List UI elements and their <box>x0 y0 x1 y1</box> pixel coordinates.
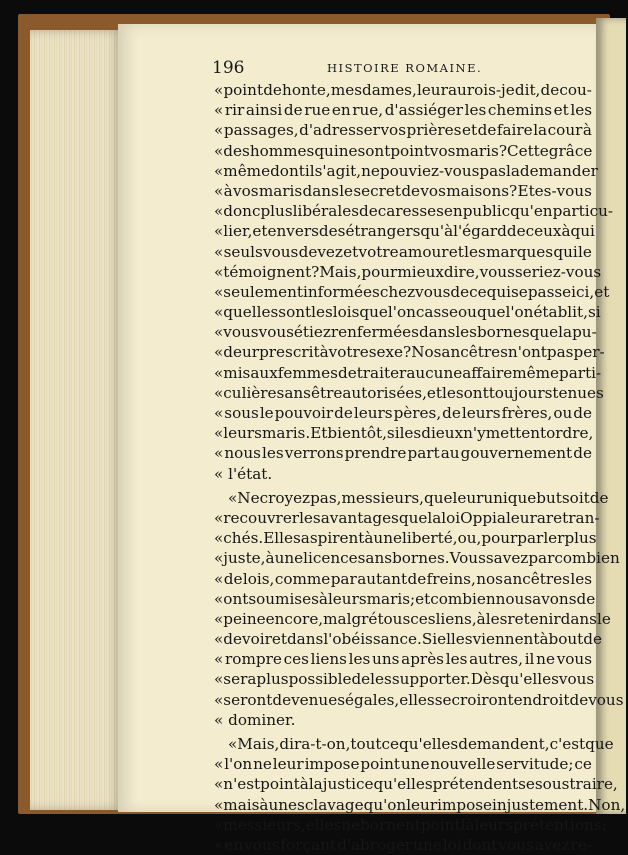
text-line: « n'est point à la justice qu'elles prétendent se soustraire, <box>214 775 618 794</box>
text-line: « deur prescrit à votre sexe? Nos ancêtres n'ont pas per- <box>214 343 605 362</box>
text-line: « nous les verrons prendre part au gouvernement de <box>214 444 592 463</box>
text-line: « en vous forçant d'abroger une loi dont vous avez re- <box>214 835 592 854</box>
text-line: « témoignent? Mais, pour mieux dire, vous seriez-vous <box>214 262 602 281</box>
text-line: « à vos maris dans le secret de vos maisons? Etes-vous <box>214 181 592 200</box>
page-number: 196 <box>212 58 245 78</box>
text-line: « Ne croyez pas, messieurs, que leur unique but soit de <box>228 488 609 507</box>
text-line: « ont soumises à leurs maris; et combien nous avons de <box>214 589 596 608</box>
text-line: « rir ainsi de rue en rue, d'assiéger les chemins et les <box>214 101 592 120</box>
text-line: « culière sans être autorisées, et les ont toujours tenues <box>214 383 604 402</box>
page-header <box>212 58 600 80</box>
text-line: « passages, d'adresser vos prières et de faire la cour à <box>214 121 592 140</box>
text-line: « de lois, comme par autant de freins, nos ancêtres les <box>214 569 592 588</box>
text-line: « vous vous étiez renfermées dans les bornes que la pu- <box>214 323 597 342</box>
text-line: « peine encore, malgré tous ces liens, à les retenir dans le <box>214 609 611 628</box>
text-line: « donc plus libérales de caresses en public qu'en particu- <box>214 202 614 221</box>
page-edges <box>30 30 122 810</box>
text-line: « leurs maris. Et bientôt, si les dieux n'y mettent ordre, <box>214 424 594 443</box>
body-text <box>214 80 626 855</box>
text-line: « rompre ces liens les uns après les autres, il ne vous <box>214 650 592 669</box>
text-line: « lier, et envers des étrangers qu'à l'égard de ceux à qui <box>214 222 595 241</box>
text-line: « point de honte, mesdames, leur aurois-je dit, de cou- <box>214 81 592 99</box>
text-line: « sera plus possible de les supporter. Dès qu'elles vous <box>214 670 595 689</box>
text-line: « seulement informées chez vous de ce qui se passe ici, et <box>214 282 610 301</box>
text-line: « mais à un esclavage qu'on leur impose injustement. Non, <box>214 795 626 814</box>
text-line: « devoir et dans l'obéissance. Si elles viennent à bout de <box>214 630 602 649</box>
text-line: « seuls vous devez et votre amour et les marques qui le <box>214 242 592 261</box>
text-line: « Mais, dira-t-on, tout ce qu'elles demandent, c'est que <box>228 735 614 753</box>
text-line: « l'on ne leur impose point une nouvelle servitude; ce <box>214 755 592 774</box>
running-title: HISTOIRE ROMAINE. <box>327 61 483 75</box>
text-line: « juste, à une licence sans bornes. Vous savez par combien <box>214 549 620 568</box>
text-line: « même dont il s'agit, ne pouviez-vous pas la demander <box>214 161 598 180</box>
text-line: « sous le pouvoir de leurs pères, de leurs frères, ou de <box>214 404 592 422</box>
text-line: « recouvrer les avantages que la loi Oppia leur a retran- <box>214 508 600 527</box>
text-line: « seront devenues égales, elles se croiront en droit de vous <box>214 690 624 709</box>
text-line: « l'état. <box>214 464 273 483</box>
text-line: « dominer. <box>214 710 296 729</box>
text-line: « messieurs, elles ne bornent point là leurs prétentions: <box>214 815 607 834</box>
text-line: « chés. Elles aspirent à une liberté, ou, pour parler plus <box>214 529 597 548</box>
text-line: « mis aux femmes de traiter aucune affaire même parti- <box>214 363 602 382</box>
text-line: « quelles sont les lois que l'on casse ou que l'on établit, si <box>214 303 601 322</box>
text-line: « des hommes qui ne sont point vos maris? Cette grâce <box>214 141 593 160</box>
